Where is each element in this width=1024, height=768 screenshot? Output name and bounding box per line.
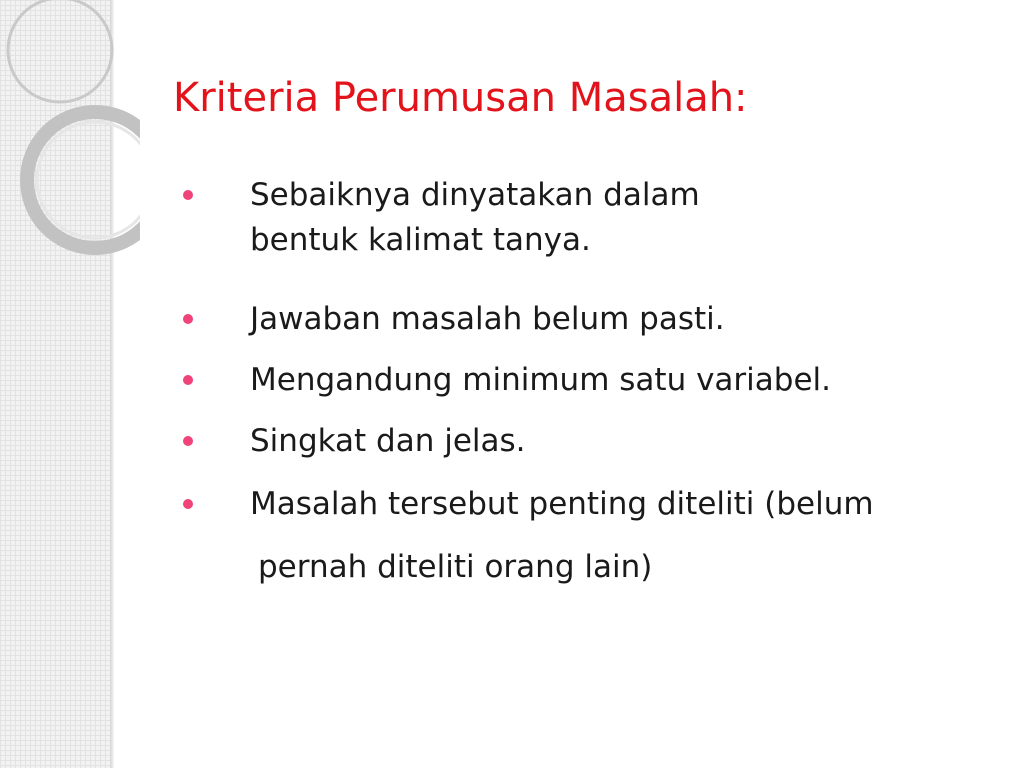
slide-title: Kriteria Perumusan Masalah: — [173, 75, 748, 121]
bullet-text — [250, 475, 874, 597]
bullet-line: Sebaiknya dinyatakan dalam — [250, 177, 700, 213]
bullet-text — [250, 290, 725, 349]
bullet-line: bentuk kalimat tanya. — [250, 222, 591, 258]
deco-ring-lower-inner — [37, 122, 140, 238]
bullet-dot-icon — [183, 190, 193, 200]
bullet-dot-icon — [183, 375, 193, 385]
bullet-dot-icon — [183, 499, 193, 509]
bullet-line: Masalah tersebut penting diteliti (belum — [250, 486, 874, 522]
deco-ring-upper — [8, 0, 112, 102]
bullet-line: Mengandung minimum satu variabel. — [250, 362, 831, 398]
bullet-text — [250, 351, 831, 410]
bullet-text — [250, 412, 526, 471]
bullet-text — [250, 166, 700, 270]
bullet-dot-icon — [183, 436, 193, 446]
bullet-line: pernah diteliti orang lain) — [258, 549, 653, 585]
bullet-dot-icon — [183, 314, 193, 324]
bullet-line: Jawaban masalah belum pasti. — [250, 301, 725, 337]
decorative-rings — [0, 0, 140, 260]
bullet-line: Singkat dan jelas. — [250, 423, 526, 459]
deco-ring-lower — [27, 112, 140, 248]
